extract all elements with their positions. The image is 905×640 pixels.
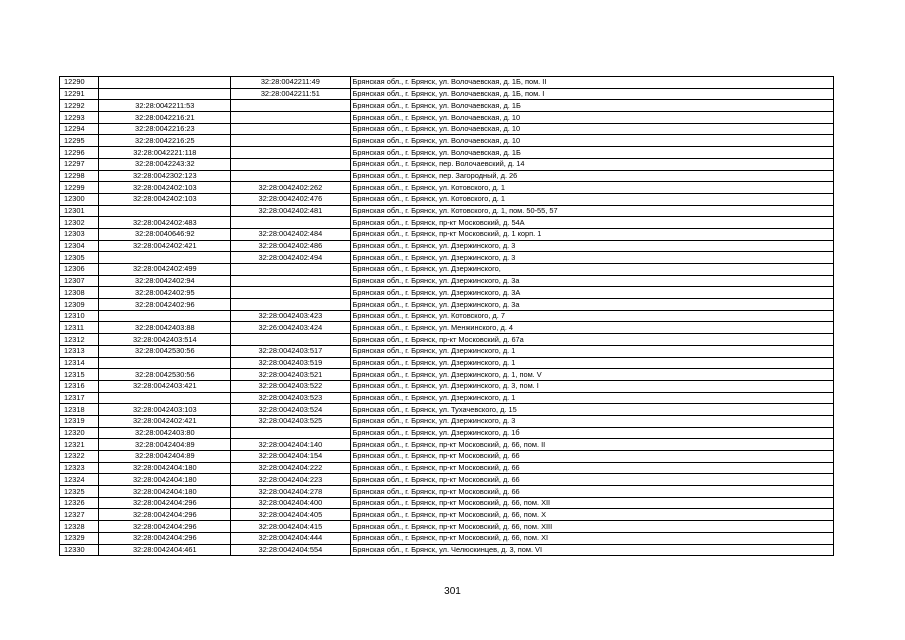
row-number-cell: 12319 [60, 415, 99, 427]
cadastral-number-cell: 32:28:0042216:21 [99, 112, 231, 124]
table-body [60, 77, 834, 556]
cadastral-number-cell: 32:28:0042404:461 [99, 544, 231, 556]
row-number-cell: 12310 [60, 310, 99, 322]
premises-number-cell: 32:28:0042404:400 [231, 497, 350, 509]
table-row [60, 240, 834, 252]
premises-number-cell [231, 427, 350, 439]
row-number-cell: 12328 [60, 521, 99, 533]
premises-number-cell [231, 158, 350, 170]
cadastral-number-cell: 32:28:0042402:94 [99, 275, 231, 287]
address-cell: Брянская обл., г. Брянск, ул. Челюскинцев, д. 3, пом. VI [350, 544, 834, 556]
row-number-cell: 12292 [60, 100, 99, 112]
address-cell: Брянская обл., г. Брянск, ул. Дзержинского, д. 3а [350, 299, 834, 311]
table-row [60, 474, 834, 486]
address-cell: Брянская обл., г. Брянск, ул. Дзержинского, д. 1 [350, 345, 834, 357]
cadastral-number-cell: 32:28:0042403:421 [99, 380, 231, 392]
table-row [60, 100, 834, 112]
table-row [60, 135, 834, 147]
row-number-cell: 12311 [60, 322, 99, 334]
premises-number-cell [231, 123, 350, 135]
row-number-cell: 12329 [60, 532, 99, 544]
row-number-cell: 12290 [60, 77, 99, 89]
address-cell: Брянская обл., г. Брянск, ул. Котовского, д. 1 [350, 182, 834, 194]
address-cell: Брянская обл., г. Брянск, ул. Дзержинского, д. 3А [350, 287, 834, 299]
table-row [60, 532, 834, 544]
cadastral-number-cell: 32:28:0042211:53 [99, 100, 231, 112]
table-row [60, 486, 834, 498]
address-cell: Брянская обл., г. Брянск, ул. Дзержинского, [350, 264, 834, 276]
table-row [60, 439, 834, 451]
table-row [60, 228, 834, 240]
row-number-cell: 12304 [60, 240, 99, 252]
address-cell: Брянская обл., г. Брянск, ул. Дзержинского, д. 3, пом. I [350, 380, 834, 392]
row-number-cell: 12317 [60, 392, 99, 404]
table-row [60, 451, 834, 463]
address-cell: Брянская обл., г. Брянск, ул. Волочаевская, д. 1Б [350, 147, 834, 159]
address-cell: Брянская обл., г. Брянск, пр-кт Московский, д. 1 корп. 1 [350, 228, 834, 240]
cadastral-number-cell [99, 310, 231, 322]
cadastral-number-cell: 32:28:0042216:23 [99, 123, 231, 135]
premises-number-cell: 32:28:0042403:522 [231, 380, 350, 392]
premises-number-cell: 32:28:0042211:51 [231, 88, 350, 100]
premises-number-cell [231, 264, 350, 276]
address-cell: Брянская обл., г. Брянск, пр-кт Московский, д. 66, пом. XII [350, 497, 834, 509]
row-number-cell: 12307 [60, 275, 99, 287]
cadastral-number-cell [99, 88, 231, 100]
address-cell: Брянская обл., г. Брянск, ул. Котовского, д. 1 [350, 193, 834, 205]
row-number-cell: 12326 [60, 497, 99, 509]
row-number-cell: 12295 [60, 135, 99, 147]
address-cell: Брянская обл., г. Брянск, ул. Волочаевская, д. 1Б, пом. I [350, 88, 834, 100]
premises-number-cell [231, 287, 350, 299]
row-number-cell: 12314 [60, 357, 99, 369]
cadastral-number-cell: 32:28:0042404:89 [99, 451, 231, 463]
address-cell: Брянская обл., г. Брянск, ул. Менжинского, д. 4 [350, 322, 834, 334]
address-cell: Брянская обл., г. Брянск, ул. Тухачевского, д. 15 [350, 404, 834, 416]
table-row [60, 147, 834, 159]
address-cell: Брянская обл., г. Брянск, пр-кт Московский, д. 66 [350, 486, 834, 498]
premises-number-cell [231, 135, 350, 147]
page-number: 301 [444, 586, 461, 597]
table-row [60, 264, 834, 276]
cadastral-number-cell: 32:28:0042404:296 [99, 497, 231, 509]
table-row [60, 193, 834, 205]
row-number-cell: 12325 [60, 486, 99, 498]
premises-number-cell [231, 100, 350, 112]
address-cell: Брянская обл., г. Брянск, пер. Волочаевский, д. 14 [350, 158, 834, 170]
cadastral-number-cell: 32:28:0042402:499 [99, 264, 231, 276]
premises-number-cell [231, 112, 350, 124]
cadastral-number-cell: 32:28:0042404:180 [99, 486, 231, 498]
address-cell: Брянская обл., г. Брянск, пр-кт Московский, д. 66, пом. X [350, 509, 834, 521]
table-row [60, 182, 834, 194]
row-number-cell: 12291 [60, 88, 99, 100]
premises-number-cell: 32:28:0042403:525 [231, 415, 350, 427]
premises-number-cell: 32:28:0042402:476 [231, 193, 350, 205]
address-cell: Брянская обл., г. Брянск, ул. Волочаевская, д. 10 [350, 135, 834, 147]
cadastral-number-cell: 32:28:0042216:25 [99, 135, 231, 147]
address-cell: Брянская обл., г. Брянск, пер. Загородный, д. 26 [350, 170, 834, 182]
row-number-cell: 12324 [60, 474, 99, 486]
premises-number-cell: 32:28:0042404:140 [231, 439, 350, 451]
address-cell: Брянская обл., г. Брянск, ул. Дзержинского, д. 3 [350, 415, 834, 427]
row-number-cell: 12323 [60, 462, 99, 474]
premises-number-cell: 32:28:0042402:494 [231, 252, 350, 264]
address-cell: Брянская обл., г. Брянск, пр-кт Московский, д. 66, пом. II [350, 439, 834, 451]
address-cell: Брянская обл., г. Брянск, ул. Волочаевская, д. 10 [350, 123, 834, 135]
cadastral-number-cell: 32:28:0042221:118 [99, 147, 231, 159]
table-row [60, 392, 834, 404]
cadastral-number-cell: 32:28:0042404:296 [99, 521, 231, 533]
table-row [60, 88, 834, 100]
premises-number-cell: 32:28:0042404:554 [231, 544, 350, 556]
row-number-cell: 12322 [60, 451, 99, 463]
address-cell: Брянская обл., г. Брянск, пр-кт Московский, д. 66 [350, 451, 834, 463]
row-number-cell: 12301 [60, 205, 99, 217]
cadastral-number-cell: 32:28:0042403:88 [99, 322, 231, 334]
row-number-cell: 12303 [60, 228, 99, 240]
cadastral-number-cell [99, 205, 231, 217]
row-number-cell: 12293 [60, 112, 99, 124]
cadastral-number-cell: 32:28:0042530:56 [99, 345, 231, 357]
address-cell: Брянская обл., г. Брянск, пр-кт Московский, д. 66 [350, 474, 834, 486]
row-number-cell: 12305 [60, 252, 99, 264]
premises-number-cell: 32:28:0042403:521 [231, 369, 350, 381]
address-cell: Брянская обл., г. Брянск, ул. Дзержинского, д. 3 [350, 252, 834, 264]
row-number-cell: 12312 [60, 334, 99, 346]
cadastral-number-cell: 32:28:0042404:180 [99, 474, 231, 486]
table-row [60, 77, 834, 89]
cadastral-number-cell [99, 392, 231, 404]
cadastral-number-cell: 32:28:0042402:95 [99, 287, 231, 299]
cadastral-number-cell: 32:28:0042402:421 [99, 240, 231, 252]
table-row [60, 322, 834, 334]
address-cell: Брянская обл., г. Брянск, ул. Дзержинского, д. 3а [350, 275, 834, 287]
table-row [60, 345, 834, 357]
row-number-cell: 12302 [60, 217, 99, 229]
premises-number-cell: 32:28:0042402:486 [231, 240, 350, 252]
premises-number-cell: 32:28:0042403:523 [231, 392, 350, 404]
premises-number-cell: 32:28:0042402:484 [231, 228, 350, 240]
address-cell: Брянская обл., г. Брянск, ул. Дзержинского, д. 1, пом. V [350, 369, 834, 381]
premises-number-cell: 32:28:0042403:517 [231, 345, 350, 357]
table-row [60, 427, 834, 439]
table-row [60, 217, 834, 229]
cadastral-number-cell: 32:28:0042402:103 [99, 182, 231, 194]
row-number-cell: 12330 [60, 544, 99, 556]
row-number-cell: 12294 [60, 123, 99, 135]
cadastral-number-cell: 32:28:0042403:103 [99, 404, 231, 416]
cadastral-number-cell: 32:28:0042402:96 [99, 299, 231, 311]
table-row [60, 123, 834, 135]
premises-number-cell [231, 334, 350, 346]
address-cell: Брянская обл., г. Брянск, пр-кт Московский, д. 66, пом. XIII [350, 521, 834, 533]
address-cell: Брянская обл., г. Брянск, ул. Волочаевская, д. 1Б [350, 100, 834, 112]
cadastral-number-cell [99, 252, 231, 264]
premises-number-cell [231, 275, 350, 287]
address-cell: Брянская обл., г. Брянск, пр-кт Московский, д. 67а [350, 334, 834, 346]
premises-number-cell: 32:28:0042404:278 [231, 486, 350, 498]
cadastral-table [59, 76, 834, 556]
table-row [60, 497, 834, 509]
premises-number-cell: 32:28:0042404:405 [231, 509, 350, 521]
table-row [60, 112, 834, 124]
table-row [60, 509, 834, 521]
premises-number-cell: 32:28:0042404:444 [231, 532, 350, 544]
row-number-cell: 12315 [60, 369, 99, 381]
row-number-cell: 12297 [60, 158, 99, 170]
table-row [60, 369, 834, 381]
address-cell: Брянская обл., г. Брянск, ул. Дзержинского, д. 1б [350, 427, 834, 439]
cadastral-number-cell [99, 77, 231, 89]
address-cell: Брянская обл., г. Брянск, ул. Котовского, д. 1, пом. 50-55, 57 [350, 205, 834, 217]
table-row [60, 170, 834, 182]
premises-number-cell: 32:28:0042404:415 [231, 521, 350, 533]
address-cell: Брянская обл., г. Брянск, ул. Дзержинского, д. 1 [350, 357, 834, 369]
row-number-cell: 12298 [60, 170, 99, 182]
cadastral-number-cell: 32:28:0042402:421 [99, 415, 231, 427]
cadastral-number-cell [99, 357, 231, 369]
row-number-cell: 12320 [60, 427, 99, 439]
cadastral-number-cell: 32:28:0042402:103 [99, 193, 231, 205]
cadastral-number-cell: 32:28:0042530:56 [99, 369, 231, 381]
row-number-cell: 12321 [60, 439, 99, 451]
cadastral-number-cell: 32:28:0042404:296 [99, 532, 231, 544]
address-cell: Брянская обл., г. Брянск, ул. Котовского, д. 7 [350, 310, 834, 322]
address-cell: Брянская обл., г. Брянск, ул. Волочаевская, д. 1Б, пом. II [350, 77, 834, 89]
premises-number-cell: 32:28:0042211:49 [231, 77, 350, 89]
premises-number-cell: 32:28:0042404:222 [231, 462, 350, 474]
premises-number-cell: 32:28:0042404:223 [231, 474, 350, 486]
table-row [60, 275, 834, 287]
table-row [60, 404, 834, 416]
address-cell: Брянская обл., г. Брянск, ул. Дзержинского, д. 3 [350, 240, 834, 252]
row-number-cell: 12309 [60, 299, 99, 311]
row-number-cell: 12296 [60, 147, 99, 159]
address-cell: Брянская обл., г. Брянск, пр-кт Московский, д. 66, пом. XI [350, 532, 834, 544]
table-row [60, 521, 834, 533]
address-cell: Брянская обл., г. Брянск, пр-кт Московский, д. 54А [350, 217, 834, 229]
premises-number-cell: 32:28:0042404:154 [231, 451, 350, 463]
cadastral-number-cell: 32:28:0042404:89 [99, 439, 231, 451]
cadastral-number-cell: 32:28:0042404:296 [99, 509, 231, 521]
premises-number-cell [231, 170, 350, 182]
table-row [60, 310, 834, 322]
premises-number-cell: 32:26:0042403:424 [231, 322, 350, 334]
row-number-cell: 12318 [60, 404, 99, 416]
table-row [60, 544, 834, 556]
premises-number-cell: 32:28:0042403:519 [231, 357, 350, 369]
row-number-cell: 12300 [60, 193, 99, 205]
table-row [60, 205, 834, 217]
table-row [60, 158, 834, 170]
address-cell: Брянская обл., г. Брянск, ул. Дзержинского, д. 1 [350, 392, 834, 404]
address-cell: Брянская обл., г. Брянск, ул. Волочаевская, д. 10 [350, 112, 834, 124]
cadastral-number-cell: 32:28:0042403:80 [99, 427, 231, 439]
premises-number-cell [231, 217, 350, 229]
row-number-cell: 12316 [60, 380, 99, 392]
table-row [60, 334, 834, 346]
cadastral-number-cell: 32:28:0042302:123 [99, 170, 231, 182]
premises-number-cell: 32:28:0042403:423 [231, 310, 350, 322]
premises-number-cell [231, 147, 350, 159]
row-number-cell: 12313 [60, 345, 99, 357]
cadastral-number-cell: 32:28:0042404:180 [99, 462, 231, 474]
cadastral-number-cell: 32:28:0042402:483 [99, 217, 231, 229]
cadastral-number-cell: 32:28:0042403:514 [99, 334, 231, 346]
table-row [60, 299, 834, 311]
cadastral-number-cell: 32:28:0040646:92 [99, 228, 231, 240]
premises-number-cell: 32:28:0042402:481 [231, 205, 350, 217]
row-number-cell: 12299 [60, 182, 99, 194]
premises-number-cell: 32:28:0042403:524 [231, 404, 350, 416]
table-row [60, 252, 834, 264]
table-row [60, 357, 834, 369]
row-number-cell: 12327 [60, 509, 99, 521]
premises-number-cell [231, 299, 350, 311]
row-number-cell: 12308 [60, 287, 99, 299]
table-row [60, 380, 834, 392]
table-row [60, 415, 834, 427]
row-number-cell: 12306 [60, 264, 99, 276]
cadastral-number-cell: 32:28:0042243:32 [99, 158, 231, 170]
premises-number-cell: 32:28:0042402:262 [231, 182, 350, 194]
table-row [60, 462, 834, 474]
table-row [60, 287, 834, 299]
address-cell: Брянская обл., г. Брянск, пр-кт Московский, д. 66 [350, 462, 834, 474]
